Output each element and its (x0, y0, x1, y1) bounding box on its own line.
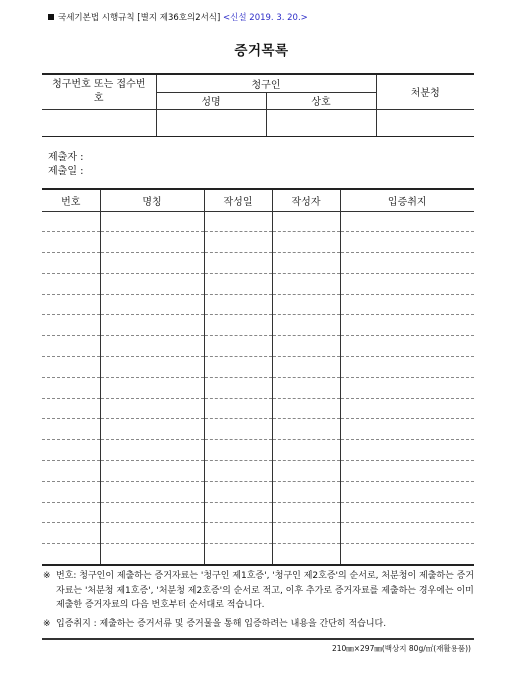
submitter-label: 제출자 : (48, 152, 84, 163)
purpose-cell[interactable] (340, 544, 474, 565)
form-header (48, 11, 308, 23)
bottom-rule (42, 638, 474, 640)
author-cell[interactable] (272, 502, 340, 523)
author-cell[interactable] (272, 315, 340, 336)
number-cell[interactable] (42, 419, 100, 440)
date-cell[interactable] (204, 398, 272, 419)
date-cell[interactable] (204, 336, 272, 357)
trade-name-label: 상호 (266, 92, 376, 109)
purpose-cell[interactable] (340, 419, 474, 440)
claim-number-label: 청구번호 또는 접수번호 (42, 75, 156, 109)
title-cell[interactable] (100, 357, 204, 378)
paper-spec: 210㎜×297㎜(백상지 80g/㎡(재활용품)) (331, 644, 471, 653)
disposition-office-label: 처분청 (376, 75, 474, 109)
number-cell[interactable] (42, 357, 100, 378)
title-cell[interactable] (100, 336, 204, 357)
number-cell[interactable] (42, 232, 100, 253)
number-cell[interactable] (42, 481, 100, 502)
table-row (42, 523, 474, 544)
note-numbering (43, 569, 475, 613)
author-cell[interactable] (272, 461, 340, 482)
number-cell[interactable] (42, 294, 100, 315)
title-cell[interactable] (100, 440, 204, 461)
author-cell[interactable] (272, 523, 340, 544)
submission-date-label: 제출일 : (48, 166, 84, 177)
date-cell[interactable] (204, 461, 272, 482)
purpose-cell[interactable] (340, 253, 474, 274)
date-cell[interactable] (204, 253, 272, 274)
purpose-cell[interactable] (340, 523, 474, 544)
evidence-rows (42, 211, 474, 565)
purpose-cell[interactable] (340, 315, 474, 336)
author-cell[interactable] (272, 253, 340, 274)
claim-info-table (42, 75, 474, 137)
disposition-office-field[interactable] (376, 109, 474, 136)
purpose-cell[interactable] (340, 336, 474, 357)
table-row (42, 273, 474, 294)
column-header-number: 번호 (42, 189, 100, 211)
author-cell[interactable] (272, 481, 340, 502)
table-row (42, 377, 474, 398)
note-purpose (43, 617, 475, 632)
number-cell[interactable] (42, 544, 100, 565)
table-row (42, 211, 474, 232)
table-row (42, 461, 474, 482)
purpose-cell[interactable] (340, 440, 474, 461)
author-cell[interactable] (272, 419, 340, 440)
date-cell[interactable] (204, 377, 272, 398)
regulation-reference: 국세기본법 시행규칙 [별지 제36호의2서식] (58, 13, 221, 23)
purpose-cell[interactable] (340, 294, 474, 315)
column-header-purpose: 입증취지 (340, 189, 474, 211)
date-cell[interactable] (204, 440, 272, 461)
claim-number-field[interactable] (42, 109, 156, 136)
table-row (42, 315, 474, 336)
title-cell[interactable] (100, 544, 204, 565)
date-cell[interactable] (204, 273, 272, 294)
number-cell[interactable] (42, 461, 100, 482)
table-row (42, 294, 474, 315)
author-cell[interactable] (272, 440, 340, 461)
title-cell[interactable] (100, 273, 204, 294)
date-cell[interactable] (204, 232, 272, 253)
table-row (42, 357, 474, 378)
title-cell[interactable] (100, 377, 204, 398)
date-cell[interactable] (204, 294, 272, 315)
purpose-cell[interactable] (340, 461, 474, 482)
author-cell[interactable] (272, 294, 340, 315)
table-row (42, 481, 474, 502)
table-row (42, 440, 474, 461)
name-field[interactable] (156, 109, 266, 136)
name-label: 성명 (156, 92, 266, 109)
table-row (42, 544, 474, 565)
purpose-cell[interactable] (340, 398, 474, 419)
amendment-note: <신설 2019. 3. 20.> (223, 13, 308, 23)
date-cell[interactable] (204, 315, 272, 336)
purpose-cell[interactable] (340, 232, 474, 253)
trade-name-field[interactable] (266, 109, 376, 136)
title-cell[interactable] (100, 398, 204, 419)
number-cell[interactable] (42, 336, 100, 357)
note-mark: ※ (43, 619, 51, 629)
title-cell[interactable] (100, 481, 204, 502)
author-cell[interactable] (272, 232, 340, 253)
title-cell[interactable] (100, 461, 204, 482)
claimant-label: 청구인 (156, 75, 376, 92)
title-cell[interactable] (100, 502, 204, 523)
number-cell[interactable] (42, 377, 100, 398)
table-row (42, 502, 474, 523)
evidence-table (42, 188, 474, 566)
purpose-cell[interactable] (340, 377, 474, 398)
number-cell[interactable] (42, 502, 100, 523)
author-cell[interactable] (272, 357, 340, 378)
title-cell[interactable] (100, 419, 204, 440)
purpose-cell[interactable] (340, 481, 474, 502)
table-row (42, 253, 474, 274)
date-cell[interactable] (204, 481, 272, 502)
date-cell[interactable] (204, 523, 272, 544)
column-header-author: 작성자 (272, 189, 340, 211)
date-cell[interactable] (204, 502, 272, 523)
purpose-cell[interactable] (340, 357, 474, 378)
date-cell[interactable] (204, 419, 272, 440)
table-row (42, 398, 474, 419)
date-cell[interactable] (204, 544, 272, 565)
column-header-title: 명칭 (100, 189, 204, 211)
table-row (42, 419, 474, 440)
title-cell[interactable] (100, 232, 204, 253)
title-cell[interactable] (100, 315, 204, 336)
column-header-date: 작성일 (204, 189, 272, 211)
author-cell[interactable] (272, 544, 340, 565)
author-cell[interactable] (272, 377, 340, 398)
table-row (42, 232, 474, 253)
note-text: 번호: 청구인이 제출하는 증거자료는 '청구인 제1호증', '청구인 제2호증'의 순서로, 처분청이 제출하는 증거자료는 '처분청 제1호증', '처분청 제2호증'의 순서로 적고, 이후 추가로 증거자료를 제출하는 경우에는 이미 제출한 증거자료의 다음 번호부터 순서대로 적습니다. (56, 571, 475, 610)
date-cell[interactable] (204, 211, 272, 232)
author-cell[interactable] (272, 336, 340, 357)
note-mark: ※ (43, 571, 51, 581)
number-cell[interactable] (42, 440, 100, 461)
note-text: 입증취지 : 제출하는 증거서류 및 증거물을 통해 입증하려는 내용을 간단히 적습니다. (56, 619, 387, 629)
number-cell[interactable] (42, 273, 100, 294)
author-cell[interactable] (272, 273, 340, 294)
title-cell[interactable] (100, 253, 204, 274)
table-row (42, 336, 474, 357)
number-cell[interactable] (42, 211, 100, 232)
purpose-cell[interactable] (340, 502, 474, 523)
title-cell[interactable] (100, 294, 204, 315)
author-cell[interactable] (272, 398, 340, 419)
date-cell[interactable] (204, 357, 272, 378)
number-cell[interactable] (42, 523, 100, 544)
title-cell[interactable] (100, 523, 204, 544)
square-bullet-icon (48, 14, 54, 20)
purpose-cell[interactable] (340, 211, 474, 232)
page-title: 증거목록 (234, 43, 289, 59)
number-cell[interactable] (42, 315, 100, 336)
author-cell[interactable] (272, 211, 340, 232)
number-cell[interactable] (42, 398, 100, 419)
title-cell[interactable] (100, 211, 204, 232)
purpose-cell[interactable] (340, 273, 474, 294)
number-cell[interactable] (42, 253, 100, 274)
